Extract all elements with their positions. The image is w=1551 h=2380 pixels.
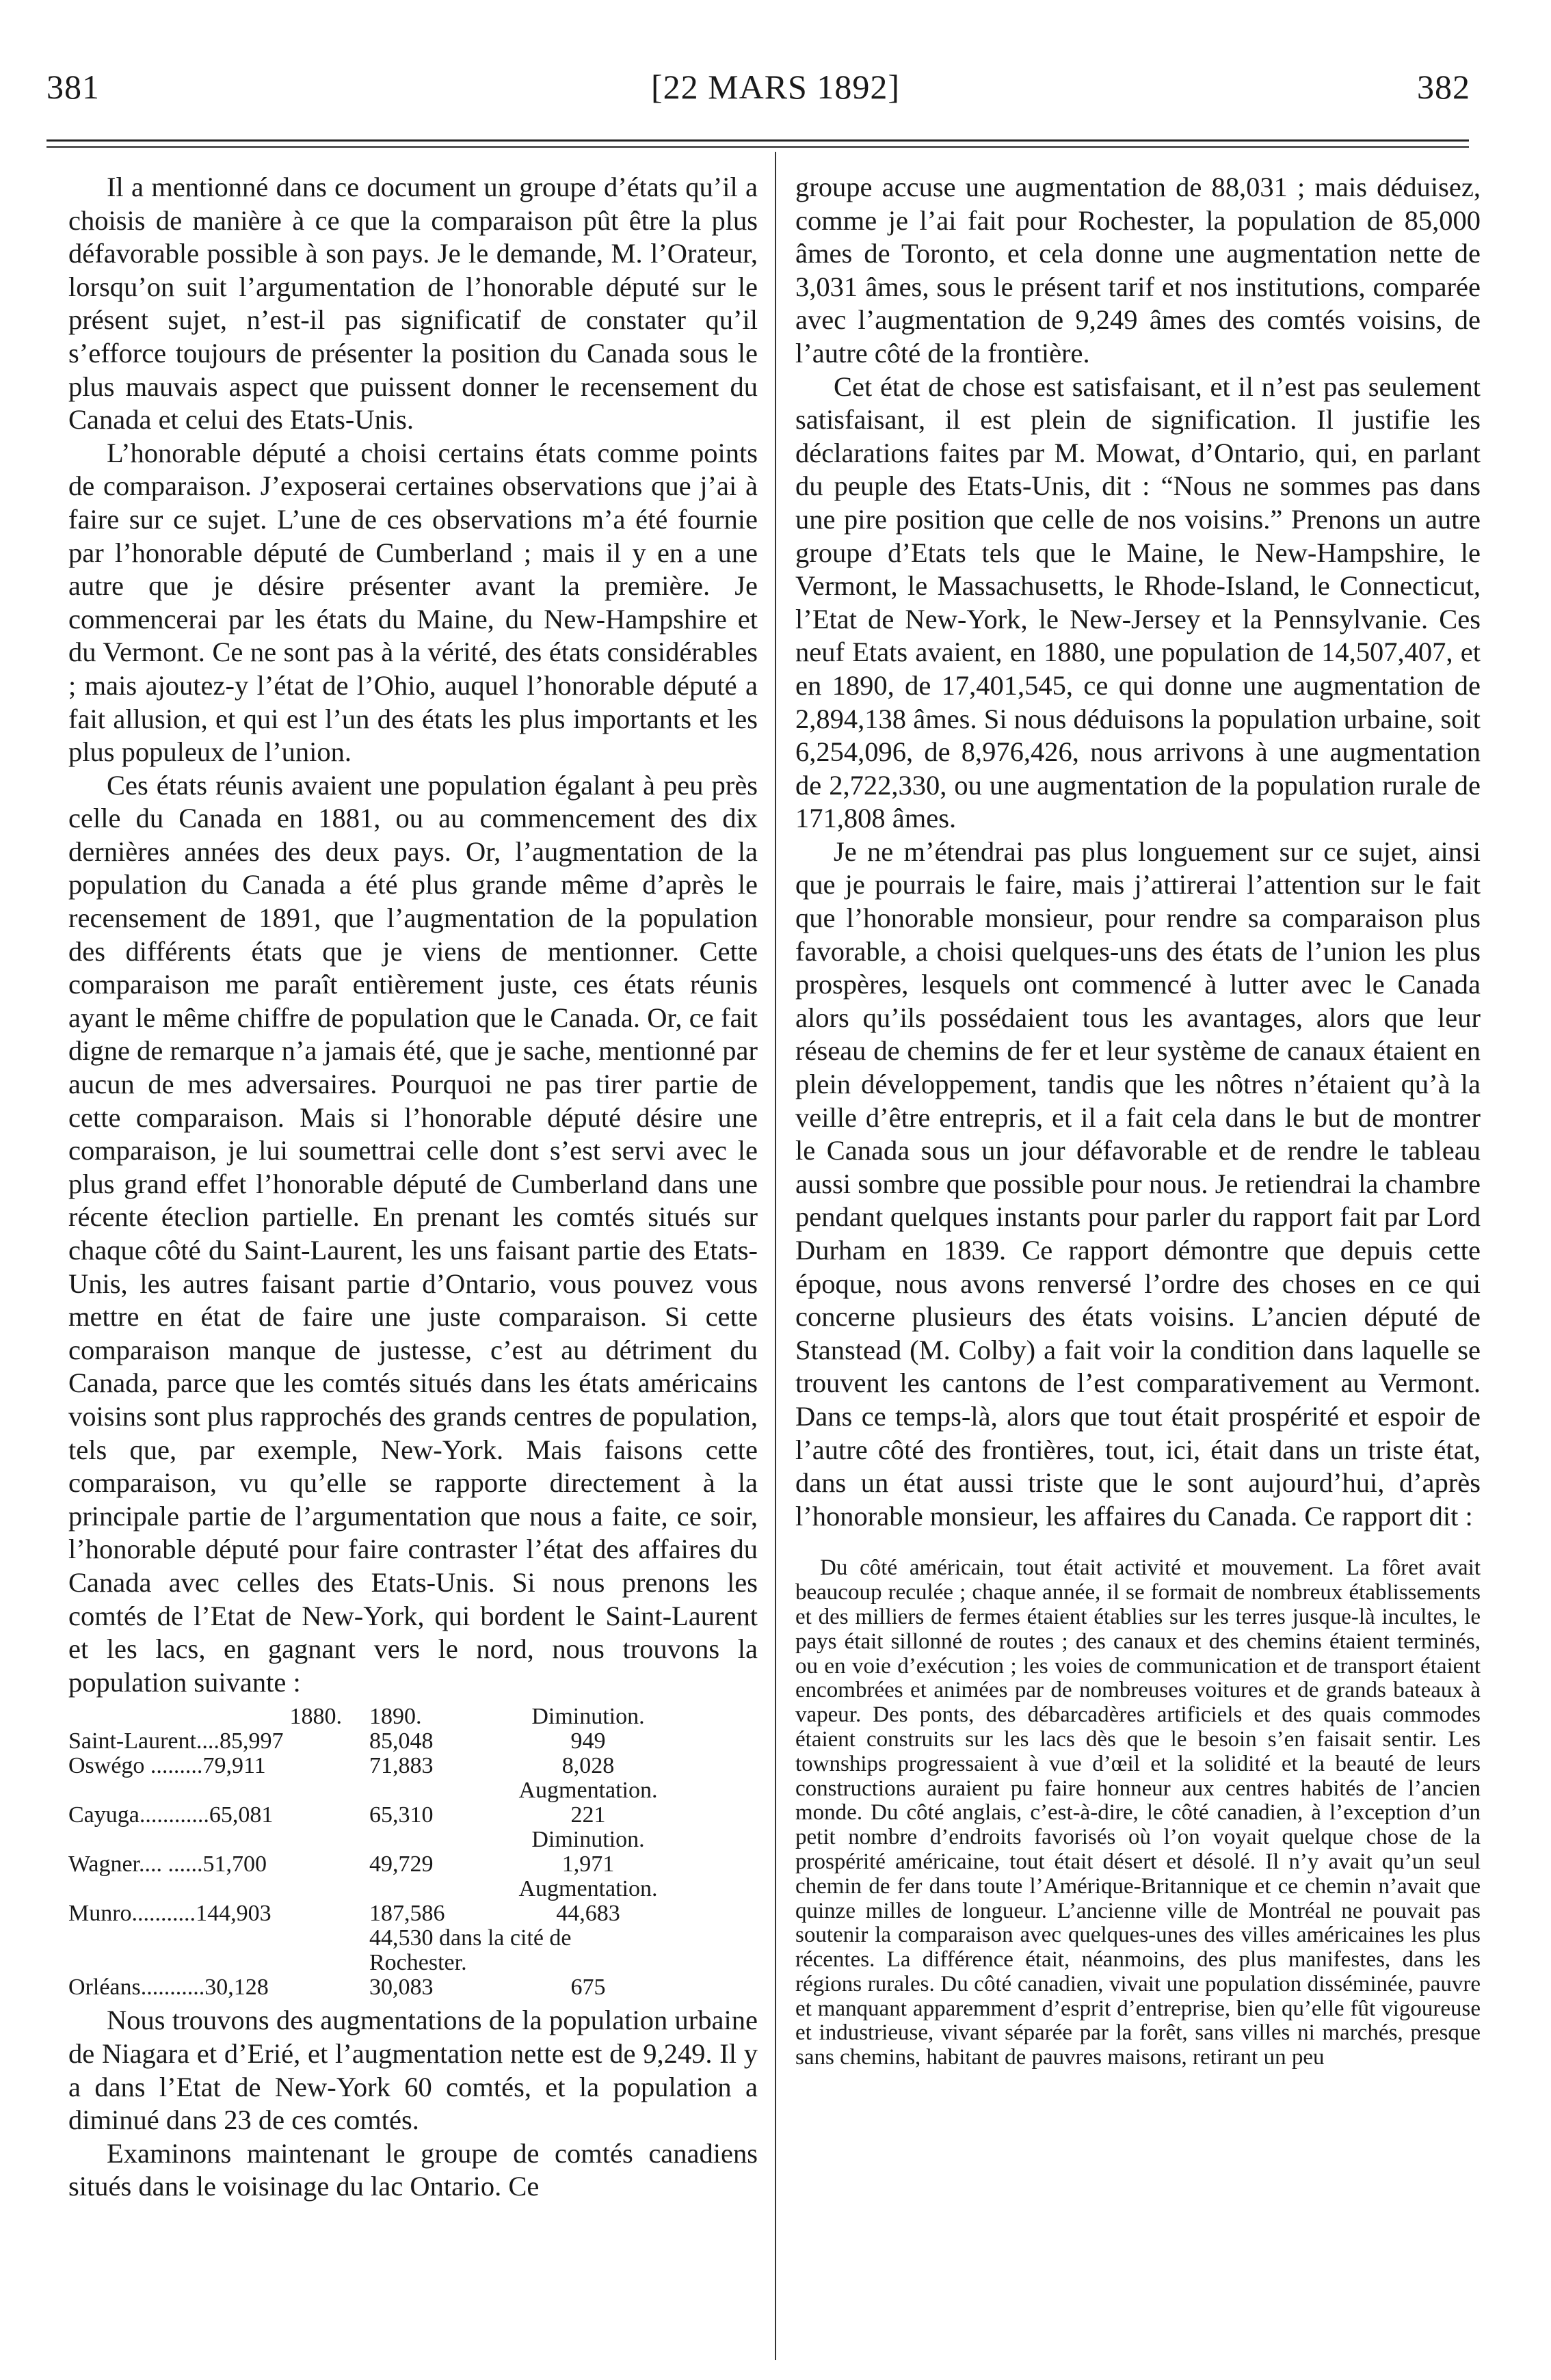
population-1880: 85,997	[219, 1729, 284, 1754]
table-row	[68, 1877, 758, 1901]
population-change: 44,683	[556, 1901, 620, 1927]
county-name: Saint-Laurent....	[68, 1729, 220, 1754]
county-name: Munro...........	[68, 1901, 196, 1927]
population-change: 949	[570, 1728, 606, 1754]
table-row	[68, 1803, 758, 1828]
paragraph: Il a mentionné dans ce document un groupe d’états qu’il a choisis de manière à ce que la comparaison pût être la plus défavorable possible à son pays. Je le demande, M. l’Orateur, lorsqu’on suit l’argumentation de l’honorable député sur le présent sujet, n’est-il pas significatif de constater qu’il s’efforce toujours de présenter la position du Canada sous le plus mauvais aspect que puissent donner le recensement du Canada et celui des Etats-Unis.	[68, 172, 758, 436]
table-note: Rochester.	[369, 1950, 467, 1976]
population-1880: 51,700	[202, 1852, 267, 1877]
quote-text: Du côté américain, tout était activité et mouvement. La fôret avait beaucoup reculée ; chaque année, il se formait de nombreux établissements et des milliers de fermes étaient établies sur les terres jusque-là incultes, le pays était sillonné de routes ; des canaux et des chemins étaient terminés, ou en voie d’exécution ; les voies de communication et de transport étaient encombrées et animées par de nombreuses voitures et de grands bateaux à vapeur. Des ponts, des débarcadères artificiels et des quais commodes étaient construits sur les lacs dès que le besoin s’en faisait sentir. Les townships progressaient à vue d’œil et la solidité et la beauté de leurs constructions auraient pu faire honneur aux centres habités de l’ancien monde. Du côté anglais, c’est-à-dire, le côté canadien, à l’exception d’un petit nombre d’endroits favorisés où l’on voyait quelque chose de la prospérité américaine, tout était désert et désolé. Il n’y avait qu’un seul chemin de fer dans toute l’Amérique-Britannique et ce chemin n’avait que quinze milles de longueur. L’ancienne ville de Montréal ne pouvait pas soutenir la comparaison avec quelques-unes des villes américaines les plus récentes. La différence était, néanmoins, des plus manifestes, dans les régions rurales. Du côté canadien, vivait une population disséminée, pauvre et manquant apparemment d’esprit d’entreprise, bien qu’elle fût vigoureuse et industrieuse, vivant séparée par la forêt, sans villes ni marchés, presque sans chemins, habitant de pauvres maisons, retirant un peu	[795, 1555, 1481, 2070]
population-change: 675	[570, 1975, 606, 2001]
table-row	[68, 1901, 758, 1926]
page-number-left: 381	[47, 68, 100, 106]
population-table	[68, 1704, 758, 2000]
county-name: Orléans...........	[68, 1975, 205, 2001]
table-body	[68, 1729, 758, 2000]
left-column	[68, 171, 758, 2204]
paragraph: Ces états réunis avaient une population égalant à peu près celle du Canada en 1881, ou au commencement des dix dernières années des deux pays. Or, l’augmentation de la population du Canada a été plus grande même d’après le recensement de 1891, que l’augmentation de la population des différents états que je viens de mentionner. Cette comparaison me paraît entièrement juste, ces états réunis ayant le même chiffre de population que le Canada. Or, ce fait digne de remarque n’a jamais été, que je sache, mentionné par aucun de mes adversaires. Pourquoi ne pas tirer partie de cette comparaison. Mais si l’honorable député désire une comparaison, je lui soumettrai celle dont s’est servi avec le plus grand effet l’honorable député de Cumberland dans une récente éteclion partielle. En prenant les comtés situés sur chaque côté du Saint-Laurent, les uns faisant partie des Etats-Unis, les autres faisant partie d’Ontario, vous pouvez vous mettre en état de faire une juste comparaison. Si cette comparaison manque de justesse, c’est au détriment du Canada, parce que les comtés situés dans les états américains voisins sont plus rapprochés des grands centres de population, tels que, par exemple, New-York. Mais faisons cette comparaison, vu qu’elle se rapporte directement à la principale partie de l’argumentation que nous a faite, ce soir, l’honorable député pour faire contraster l’état des affaires du Canada avec celles des Etats-Unis. Si nous prenons les comtés de l’Etat de New-York, qui bordent le Saint-Laurent et les lacs, en gagnant vers le nord, nous trouvons la population suivante :	[68, 769, 758, 1698]
paragraph: Examinons maintenant le groupe de comtés canadiens situés dans le voisinage du lac Ontario. Ce	[68, 2137, 758, 2202]
county-name-and-1880	[68, 1852, 369, 1877]
table-row	[68, 1828, 758, 1852]
paragraph: Nous trouvons des augmentations de la population urbaine de Niagara et d’Erié, et l’augmentation nette est de 9,249. Il y a dans l’Etat de New-York 60 comtés, et la population a diminué dans 23 de ces comtés.	[68, 2005, 758, 2136]
table-row	[68, 1926, 758, 1951]
population-1890: 85,048	[369, 1728, 434, 1754]
county-name: Oswégo .........	[68, 1754, 203, 1779]
table-row	[68, 1729, 758, 1754]
table-header-1880: 1880.	[289, 1704, 342, 1730]
population-1890: 65,310	[369, 1802, 434, 1828]
population-change: 1,971	[561, 1851, 615, 1877]
county-name-and-1880	[68, 1901, 369, 1926]
table-row	[68, 1754, 758, 1778]
county-name-and-1880	[68, 1729, 369, 1754]
population-1890: 71,883	[369, 1753, 434, 1779]
paragraph: groupe accuse une augmentation de 88,031 ; mais déduisez, comme je l’ai fait pour Rochester, la population de 85,000 âmes de Toronto, et cela donne une augmentation nette de 3,031 âmes, sous le présent tarif et nos institutions, comparée avec l’augmentation de 9,249 âmes des comtés voisins, de l’autre côté de la frontière.	[795, 172, 1481, 369]
paragraph: Cet état de chose est satisfaisant, et il n’est pas seulement satisfaisant, il est plein de signification. Il justifie les déclarations faites par M. Mowat, d’Ontario, qui, en parlant du peuple des Etats-Unis, dit : “Nous ne sommes pas dans une pire position que celle de nos voisins.” Prenons un autre groupe d’Etats tels que le Maine, le New-Hampshire, le Vermont, le Massachusetts, le Rhode-Island, le Connecticut, l’Etat de New-York, le New-Jersey et la Pennsylvanie. Ces neuf Etats avaient, en 1880, une population de 14,507,407, et en 1890, de 17,401,545, ce qui donne une augmentation de 2,894,138 âmes. Si nous déduisons la population urbaine, soit 6,254,096, de 8,976,426, nous arrivons à une augmentation de 2,722,330, ou une augmentation de la population rurale de 171,808 âmes.	[795, 371, 1481, 834]
table-note: Diminution.	[531, 1827, 645, 1853]
table-header-1890: 1890.	[369, 1704, 422, 1730]
population-1880: 79,911	[202, 1754, 266, 1779]
header-rule-bottom	[47, 146, 1469, 148]
page-number-right: 382	[1417, 68, 1470, 106]
table-note: Augmentation.	[518, 1876, 658, 1902]
table-header-change: Diminution.	[531, 1704, 645, 1730]
paragraph: L’honorable député a choisi certains états comme points de comparaison. J’exposerai certaines observations que j’ai à faire sur ce sujet. L’une de ces observations m’a été fournie par l’honorable député de Cumberland ; mais il y en a une autre que je désire présenter avant la première. Je commencerai par les états du Maine, du New-Hampshire et du Vermont. Ce ne sont pas à la vérité, des états considérables ; mais ajoutez-y l’état de l’Ohio, auquel l’honorable député a fait allusion, et qui est l’un des états les plus importants et les plus populeux de l’union.	[68, 437, 758, 768]
header-rule-top	[47, 139, 1469, 142]
county-name-and-1880	[68, 1975, 369, 2000]
population-1880: 144,903	[196, 1901, 271, 1927]
table-note: 44,530 dans la cité de	[369, 1925, 572, 1951]
county-name: Cayuga............	[68, 1803, 209, 1828]
population-1880: 30,128	[204, 1975, 269, 2001]
quoted-report	[795, 1556, 1481, 2070]
page-date-header: [22 MARS 1892]	[650, 68, 901, 106]
column-separator	[775, 152, 776, 2360]
county-name-and-1880	[68, 1803, 369, 1828]
population-change: 8,028	[561, 1753, 615, 1779]
population-1890: 187,586	[369, 1901, 445, 1927]
table-row	[68, 1975, 758, 2000]
table-row	[68, 1951, 758, 1975]
population-1880: 65,081	[209, 1803, 274, 1828]
population-1890: 49,729	[369, 1851, 434, 1877]
paragraph: Je ne m’étendrai pas plus longuement sur ce sujet, ainsi que je pourrais le faire, mais j’attirerai l’attention sur le fait que l’honorable monsieur, pour rendre sa comparaison plus favorable, a choisi quelques-uns des états de l’union les plus prospères, lesquels ont commencé à lutter avec le Canada alors qu’ils possédaient tous les avantages, alors que leur réseau de chemins de fer et leur système de canaux étaient en plein développement, tandis que les nôtres n’étaient qu’à la veille d’être entrepris, et il a fait cela dans le but de montrer le Canada sous un jour défavorable et de rendre le tableau aussi sombre que possible pour nous. Je retiendrai la chambre pendant quelques instants pour parler du rapport fait par Lord Durham en 1839. Ce rapport démontre que depuis cette époque, nous avons renversé l’ordre des choses en ce qui concerne plusieurs des états voisins. L’ancien député de Stanstead (M. Colby) a fait voir la condition dans laquelle se trouvent les cantons de l’est comparativement au Vermont. Dans ce temps-là, alors que tout était prospérité et espoir de l’autre côté des frontières, tout, ici, était dans un triste état, dans un état aussi triste que le sont aujourd’hui, d’après l’honorable monsieur, les affaires du Canada. Ce rapport dit :	[795, 835, 1481, 1532]
right-column	[795, 171, 1481, 2070]
county-name: Wagner.... ......	[68, 1852, 203, 1877]
table-row	[68, 1778, 758, 1803]
population-1890: 30,083	[369, 1975, 434, 2001]
table-note: Augmentation.	[518, 1778, 658, 1804]
table-row	[68, 1852, 758, 1877]
table-header-row	[68, 1704, 758, 1729]
county-name-and-1880	[68, 1754, 369, 1778]
population-change: 221	[570, 1802, 606, 1828]
